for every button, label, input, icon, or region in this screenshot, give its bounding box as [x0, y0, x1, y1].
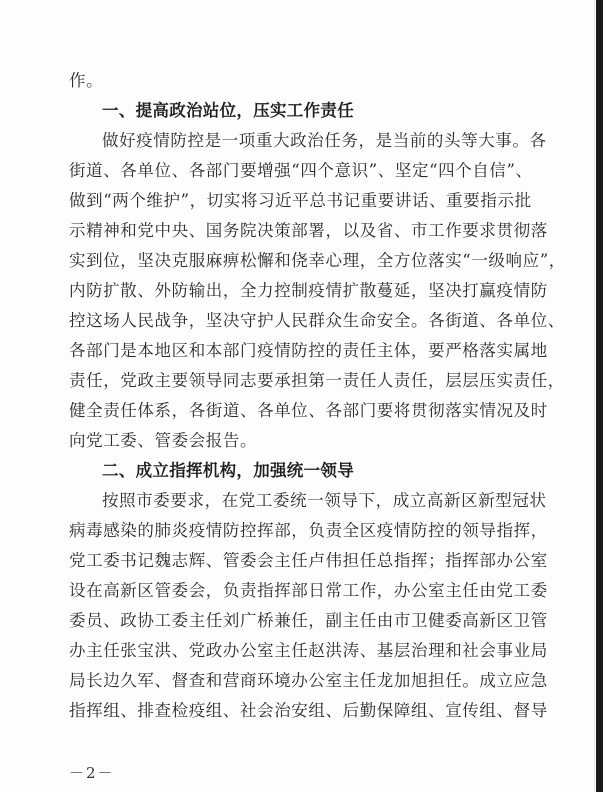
paragraph-line: 指挥组、排查检疫组、社会治安组、后勤保障组、宣传组、督导: [69, 701, 548, 720]
paragraph-line: 做到“两个维护”，切实将习近平总书记重要讲话、重要指示批: [69, 191, 532, 210]
paragraph-line: 健全责任体系，各街道、各单位、各部门要将贯彻落实情况及时: [69, 401, 548, 420]
page-number: －2－: [69, 764, 115, 782]
paragraph-line: 作。: [69, 71, 104, 90]
window-edge: [596, 0, 603, 792]
paragraph-line: 设在高新区管委会，负责指挥部日常工作，办公室主任由党工委: [69, 581, 548, 600]
page-edge-shadow: [594, 0, 595, 792]
section-heading-2: 二、成立指挥机构，加强统一领导: [102, 461, 354, 480]
paragraph-line: 实到位，坚决克服麻痹松懈和侥幸心理，全方位落实“一级响应”，: [69, 251, 566, 270]
paragraph-line: 办主任张宝洪、党政办公室主任赵洪涛、基层治理和社会事业局: [69, 641, 548, 660]
document-body: [69, 66, 566, 726]
paragraph-line: 责任，党政主要领导同志要承担第一责任人责任，层层压实责任，: [69, 371, 565, 390]
paragraph-line: 病毒感染的肺炎疫情防控挥部，负责全区疫情防控的领导指挥，: [69, 521, 548, 540]
paragraph-line: 局长边久军、督查和营商环境办公室主任龙加旭担任。成立应急: [69, 671, 548, 690]
paragraph-line: 示精神和党中央、国务院决策部署，以及省、市工作要求贯彻落: [69, 221, 548, 240]
paragraph-line: 控这场人民战争，坚决守护人民群众生命安全。各街道、各单位、: [69, 311, 565, 330]
paragraph-line: 做好疫情防控是一项重大政治任务，是当前的头等大事。各: [102, 131, 547, 150]
paragraph-line: 各部门是本地区和本部门疫情防控的责任主体，要严格落实属地: [69, 341, 548, 360]
paragraph-line: 委员、政协工委主任刘广桥兼任，副主任由市卫健委高新区卫管: [69, 611, 548, 630]
paragraph-line: 党工委书记魏志辉、管委会主任卢伟担任总指挥；指挥部办公室: [69, 551, 548, 570]
paragraph-line: 街道、各单位、各部门要增强“四个意识”、坚定“四个自信”、: [69, 161, 533, 180]
paragraph-line: 内防扩散、外防输出，全力控制疫情扩散蔓延，坚决打赢疫情防: [69, 281, 548, 300]
section-heading-1: 一、提高政治站位，压实工作责任: [102, 101, 354, 120]
paragraph-line: 按照市委要求，在党工委统一领导下，成立高新区新型冠状: [102, 491, 547, 510]
paragraph-line: 向党工委、管委会报告。: [69, 431, 258, 450]
